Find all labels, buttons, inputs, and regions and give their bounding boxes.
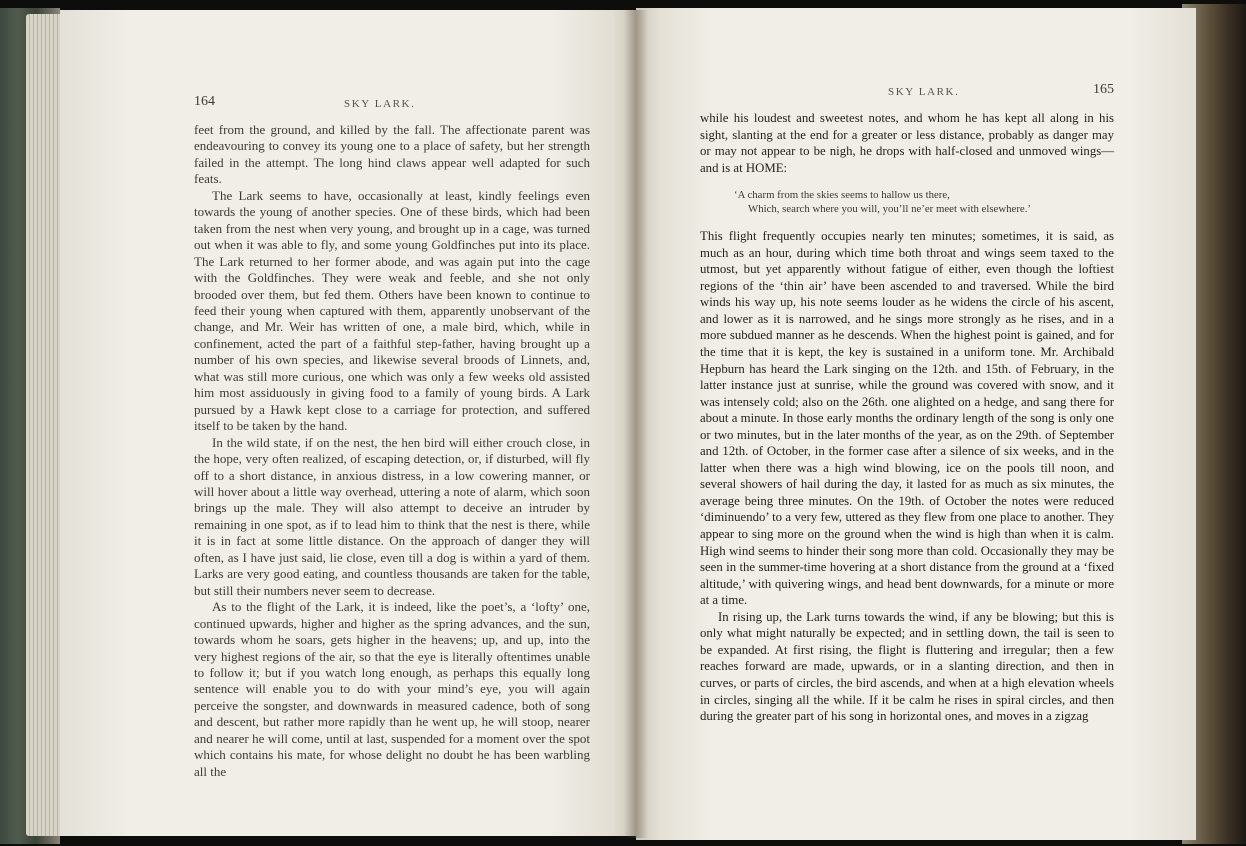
left-paragraph: The Lark seems to have, occasionally at least, kindly feelings even towards the young of another species. One of these birds, which had been taken from the nest when very young, and brought up in a cage, was turned out when it was able to fly, and some young Goldfinches put into its place. The Lark returned to her former abode, and was again put into the cage with the Goldfinches. They were weak and feeble, and she not only brooded over them, but fed them. Others have been known to continue to feed their young when captured with them, apparently unobservant of the change, and Mr. Weir has written of one, a male bird, which, while in confinement, acted the part of a faithful step-father, having brought up a number of his own species, and likewise several broods of Linnets, and, what was still more curious, one which was only a few weeks old assisted him most assiduously in giving food to a family of young birds. A Lark pursued by a Hawk kept close to a carriage for protection, and suffered itself to be taken by the hand. bbox=[194, 187, 590, 434]
right-body-text bbox=[700, 110, 1114, 725]
right-running-title: SKY LARK. bbox=[888, 86, 960, 98]
right-page bbox=[636, 8, 1196, 840]
left-paragraph: In the wild state, if on the nest, the hen bird will either crouch close, in the hope, very often realized, of escaping detection, or, if disturbed, will fly off to a short distance, in anxious distress, in a low cowering manner, or will hover about a little way overhead, uttering a note of alarm, which soon brings up the male. They will also attempt to deceive an intruder by remaining in one spot, as if to lead him to think that the nest is there, while it is in fact at some little distance. On the approach of danger they will often, as I have just said, lie close, even till a dog is within a yard of them. Larks are very good eating, and countless thousands are taken for the table, but still their numbers never seem to decrease. bbox=[194, 434, 590, 598]
right-page-number: 165 bbox=[1093, 82, 1114, 97]
left-page-number: 164 bbox=[194, 94, 215, 109]
left-running-title: SKY LARK. bbox=[344, 98, 416, 110]
book-gutter bbox=[624, 10, 648, 838]
right-running-head bbox=[700, 82, 1114, 110]
left-body-text bbox=[194, 122, 590, 780]
right-paragraph: This flight frequently occupies nearly ten minutes; sometimes, it is said, as much as an hour, during which time both throat and wings seem taxed to the utmost, but yet apparently without fatigue of either, even though the loftiest regions of the ‘thin air’ have been ascended to and traversed. While the bird winds his way up, his note seems louder as he widens the circle of his ascent, and lower as it is narrowed, and he sings more strongly as he rises, and in a more subdued manner as he descends. When the highest point is gained, and for the time that it is kept, the key is sustained in a uniform tone. Mr. Archibald Hepburn has heard the Lark singing on the 12th. and 15th. of February, in the latter instance just at sunrise, while the ground was covered with snow, and it was intensely cold; also on the 26th. one alighted on a hedge, and sang there for about a minute. In those early months the ordinary length of the song is only one or two minutes, but in the later months of the year, as on the 29th. of September and 12th. of October, in the former case after a silence of six weeks, and in the latter when there was a high wind blowing, ice on the pools till noon, and several showers of hail during the day, it lasted for as much as six minutes, the average being three minutes. On the 19th. of October the notes were reduced ‘diminuendo’ to a very few, uttered as they flew from one place to another. They appear to sing more on the ground when the wind is high than when it is calm. High wind seems to hinder their song more than cold. Occasionally they may be seen in the summer-time hovering at a short distance from the ground at a ‘fixed altitude,’ with quivering wings, and head bent downwards, for a minute or more at a time. bbox=[700, 229, 1114, 608]
right-paragraph: while his loudest and sweetest notes, and whom he has kept all along in his sight, slanting at the end for a greater or less distance, probably as danger may or may not appear to be nigh, he drops with half-closed and unmoved wings—and is at HOME: bbox=[700, 111, 1114, 175]
poem-quote bbox=[734, 188, 1114, 216]
quote-line: Which, search where you will, you’ll ne’er meet with elsewhere.’ bbox=[748, 203, 1032, 216]
left-paragraph: feet from the ground, and killed by the fall. The affectionate parent was endeavouring to convey its young one to a place of safety, but her strength failed in the attempt. The long hind claws appear well adapted for such feats. bbox=[194, 122, 590, 187]
right-paragraph: In rising up, the Lark turns towards the wind, if any be blowing; but this is only what might naturally be expected; and in settling down, the tail is seen to be expanded. At first rising, the flight is fluttering and irregular; then a few reaches forward are made, upwards, or in a slanting direction, and then in curves, or parts of circles, the bird ascends, and when at a high elevation wheels in circles, singing all the while. If it be calm he rises in spiral circles, and then during the greater part of his song in horizontal ones, and moves in a zigzag bbox=[700, 609, 1114, 724]
left-running-head bbox=[194, 94, 590, 122]
quote-line: ‘A charm from the skies seems to hallow us there, bbox=[734, 189, 950, 202]
left-page bbox=[60, 10, 636, 836]
left-paragraph: As to the flight of the Lark, it is indeed, like the poet’s, a ‘lofty’ one, continued upwards, higher and higher as the spring advances, and the sun, towards whom he soars, gets higher in the heavens; up, and up, into the very highest regions of the air, so that the eye is literally oftentimes unable to follow it; but if you watch long enough, as perhaps this equally long sentence will enable you to do with your mind’s eye, you will again perceive the songster, and downwards in measured cadence, both of song and descent, but rather more rapidly than he went up, he will stoop, nearer and nearer he will come, until at last, suspended for a moment over the spot which contains his mate, for whose delight no doubt he has been warbling all the bbox=[194, 599, 590, 779]
